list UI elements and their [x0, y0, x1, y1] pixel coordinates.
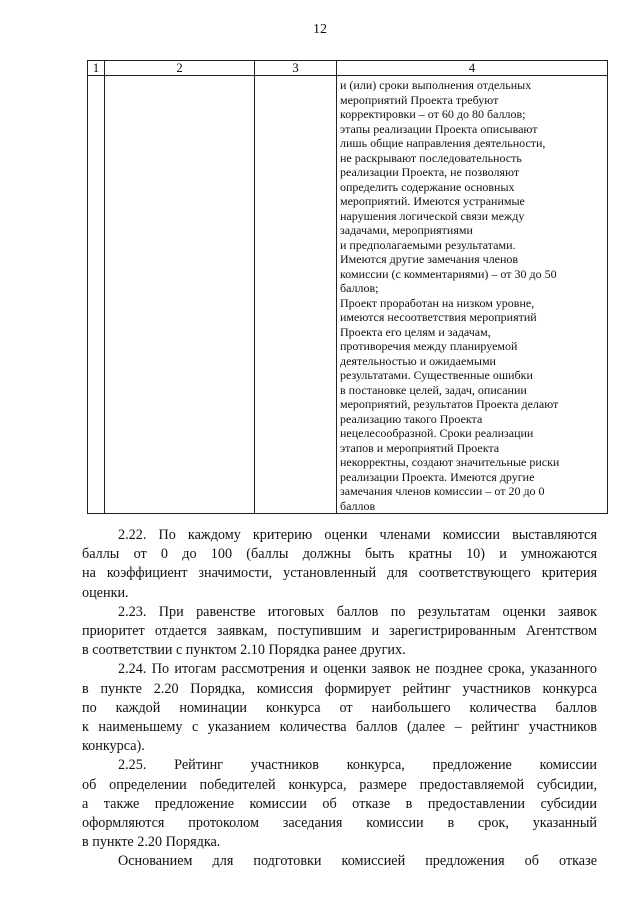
paragraph-line: об определении победителей конкурса, размере предоставляемой субсидии, — [82, 776, 597, 793]
cell-text-line: реализации Проекта, не позволяют — [340, 165, 520, 179]
paragraph-line: 2.22. По каждому критерию оценки членами комиссии выставляются — [118, 527, 597, 543]
paragraph-line: оценки. — [82, 584, 129, 601]
table-cell-2 — [105, 76, 255, 514]
paragraph-line: по каждой номинации конкурса от наибольшего количества баллов — [82, 699, 597, 716]
paragraph-line: а также предложение комиссии об отказе в предоставлении субсидии — [82, 795, 597, 812]
paragraph-line: приоритет отдается заявкам, поступившим и зарегистрированным Агентством — [82, 623, 597, 640]
column-header-1: 1 — [88, 61, 105, 76]
cell-text-line: задачами, мероприятиями — [340, 223, 473, 237]
cell-text-line: комиссии (с комментариями) – от 30 до 50 — [340, 266, 557, 281]
cell-text-line: Проект проработан на низком уровне, — [340, 295, 535, 310]
cell-text-line: реализацию такого Проекта — [340, 411, 483, 426]
cell-text-line: имеются несоответствия мероприятий — [340, 310, 537, 324]
paragraph-2-23 — [82, 603, 597, 661]
cell-text-line: результатами. Существенные ошибки — [340, 368, 533, 382]
table-cell-4 — [337, 76, 608, 514]
cell-text-line: мероприятий. Имеются устранимые — [340, 194, 525, 208]
cell-text-line: замечания членов комиссии – от 20 до 0 — [340, 484, 545, 498]
table-cell-1 — [88, 76, 105, 514]
cell-text-line: и предполагаемыми результатами. — [340, 237, 516, 252]
paragraph-basis — [82, 852, 597, 871]
cell-text-line: деятельностью и ожидаемыми — [340, 353, 496, 368]
cell-text-line: этапов и мероприятий Проекта — [340, 440, 500, 455]
column-header-3: 3 — [255, 61, 337, 76]
cell-text-line: и (или) сроки выполнения отдельных — [340, 78, 532, 92]
column-header-2: 2 — [105, 61, 255, 76]
cell-text-line: в постановке целей, задач, описании — [340, 382, 527, 397]
table-cell-3 — [255, 76, 337, 514]
cell-text-line: лишь общие направления деятельности, — [340, 136, 546, 150]
cell-text-line: не раскрывают последовательность — [340, 150, 522, 165]
cell-text-line: реализации Проекта. Имеются другие — [340, 469, 535, 484]
paragraph-line: оформляются протоколом заседания комиссии в срок, указанный — [82, 815, 597, 832]
criteria-table — [87, 60, 608, 514]
paragraph-2-25 — [82, 756, 597, 852]
cell-text-line: некорректны, создают значительные риски — [340, 455, 560, 469]
paragraph-line: 2.23. При равенстве итоговых баллов по результатам оценки заявок — [118, 603, 597, 620]
paragraph-line: в соответствии с пунктом 2.10 Порядка ранее других. — [82, 642, 406, 659]
cell-text-line: противоречия между планируемой — [340, 339, 518, 353]
cell-text-line: мероприятий, результатов Проекта делают — [340, 397, 559, 411]
paragraph-2-24 — [82, 660, 597, 756]
cell-text-line: нецелесообразной. Сроки реализации — [340, 426, 534, 440]
paragraph-line: конкурса). — [82, 738, 145, 755]
paragraph-line: Основанием для подготовки комиссией предложения об отказе — [118, 853, 597, 870]
cell-text-line: баллов; — [340, 281, 379, 295]
paragraph-line: 2.24. По итогам рассмотрения и оценки заявок не позднее срока, указанного — [118, 661, 597, 678]
page-number: 12 — [313, 22, 327, 37]
cell-text-line: этапы реализации Проекта описывают — [340, 121, 538, 136]
body-text — [82, 526, 597, 872]
cell-text-line: баллов — [340, 498, 376, 513]
paragraph-line: в пункте 2.20 Порядка. — [82, 834, 221, 851]
cell-text-line: определить содержание основных — [340, 179, 515, 194]
paragraph-2-22 — [82, 526, 597, 603]
paragraph-line: баллы от 0 до 100 (баллы должны быть кратны 10) и умножаются — [82, 546, 597, 563]
cell-text-line: нарушения логической связи между — [340, 208, 525, 223]
column-header-4: 4 — [337, 61, 608, 76]
cell-text-line: Проекта его целям и задачам, — [340, 324, 491, 339]
cell-text-line: мероприятий Проекта требуют — [340, 92, 499, 107]
paragraph-line: в пункте 2.20 Порядка, комиссия формирует рейтинг участников конкурса — [82, 680, 597, 697]
paragraph-line: 2.25. Рейтинг участников конкурса, предложение комиссии — [118, 757, 597, 774]
paragraph-line: на коэффициент значимости, установленный для соответствующего критерия — [82, 565, 597, 582]
paragraph-line: к наименьшему с указанием количества баллов (далее – рейтинг участников — [82, 719, 597, 736]
cell-text-line: корректировки – от 60 до 80 баллов; — [340, 107, 526, 121]
cell-text-line: Имеются другие замечания членов — [340, 252, 519, 266]
table-row — [88, 76, 608, 514]
table-header-row — [88, 61, 608, 76]
